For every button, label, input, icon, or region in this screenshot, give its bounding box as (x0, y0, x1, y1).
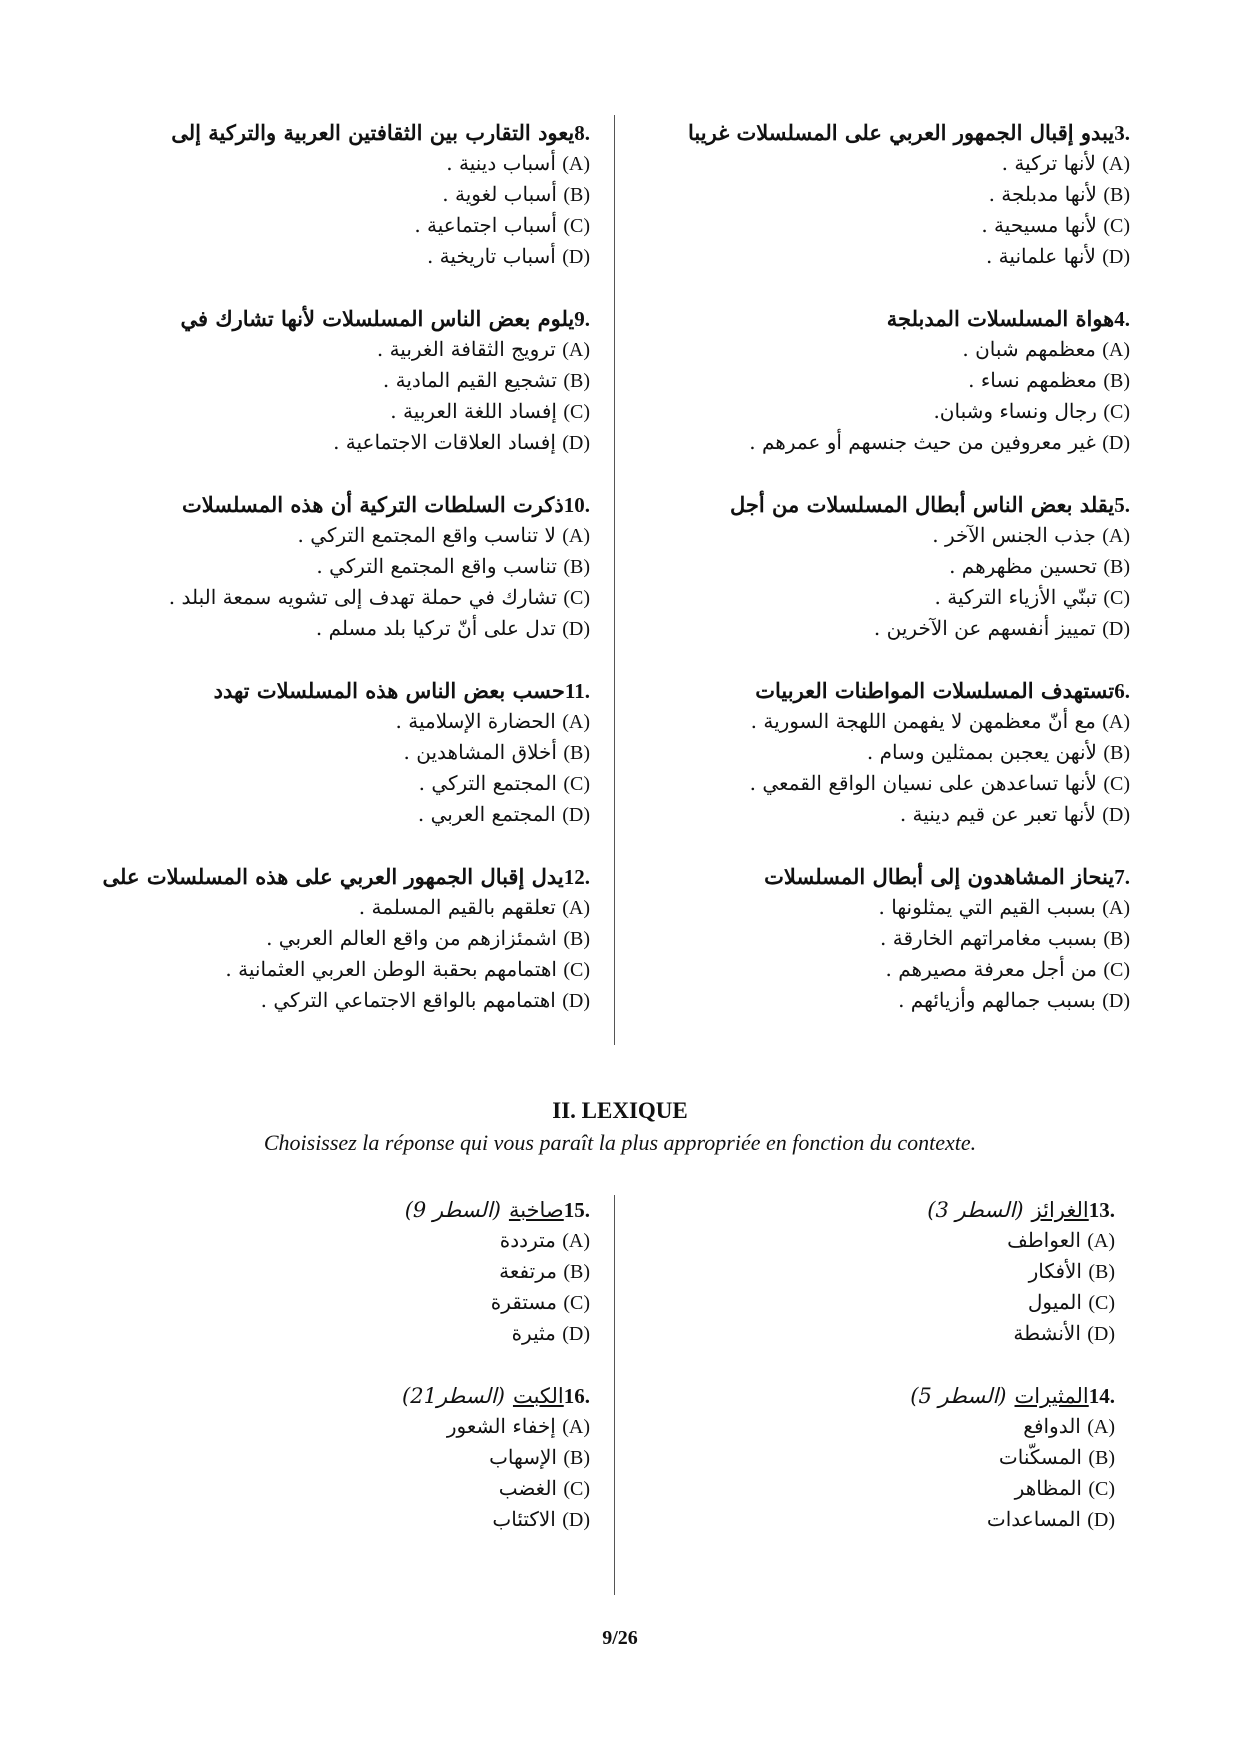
column-divider-bottom (614, 1195, 615, 1595)
option-a: (A) مترددة (499, 1228, 590, 1252)
question-number: 10. (563, 493, 590, 517)
option-c: (C) الميول (1027, 1290, 1115, 1314)
option-a: (A) جذب الجنس الآخر . (932, 523, 1130, 547)
section-instruction: Choisissez la réponse qui vous paraît la plus appropriée en fonction du contexte. (263, 1130, 977, 1155)
lexique-left-column (140, 1195, 590, 1567)
option-d: (D) اهتمامهم بالواقع الاجتماعي التركي . (260, 988, 590, 1012)
line-reference: (السطر21) (402, 1384, 505, 1408)
option-b: (B) لأنها مدبلجة . (988, 182, 1130, 206)
option-c: (C) لأنها مسيحية . (981, 213, 1130, 237)
questions-right-column (630, 118, 1130, 1048)
option-b: (B) اشمئزازهم من واقع العالم العربي . (266, 926, 590, 950)
option-b: (B) أسباب لغوية . (442, 182, 590, 206)
questions-left-column (90, 118, 590, 1048)
option-c: (C) إفساد اللغة العربية . (390, 399, 590, 423)
option-c: (C) مستقرة (490, 1290, 590, 1314)
question-9 (90, 304, 590, 458)
option-d: (D) الأنشطة (1013, 1321, 1115, 1345)
option-a: (A) لأنها تركية . (1001, 151, 1130, 175)
question-text: يعود التقارب بين الثقافتين العربية والتركية إلى (171, 120, 575, 145)
section-title: II. LEXIQUE (552, 1098, 688, 1123)
option-b: (B) تحسين مظهرهم . (949, 554, 1130, 578)
option-c: (C) تشارك في حملة تهدف إلى تشويه سمعة البلد . (168, 585, 590, 609)
question-16: 16.الكبت(السطر21) (A) إخفاء الشعور (B) الإسهاب (C) الغضب (D) الاكتئاب (140, 1381, 590, 1535)
question-10 (90, 490, 590, 644)
target-word: صاخبة (508, 1198, 564, 1222)
option-b: (B) المسكّنات (998, 1445, 1115, 1469)
question-text: يلوم بعض الناس المسلسلات لأنها تشارك في (180, 306, 575, 331)
option-d: (D) غير معروفين من حيث جنسهم أو عمرهم . (749, 430, 1130, 454)
option-a: (A) تعلقهم بالقيم المسلمة . (358, 895, 590, 919)
option-b: (B) مرتفعة (499, 1259, 590, 1283)
question-number: 6. (1114, 679, 1130, 703)
question-text: ينحاز المشاهدون إلى أبطال المسلسلات (764, 864, 1115, 889)
question-text: يبدو إقبال الجمهور العربي على المسلسلات غريبا (688, 120, 1115, 145)
option-d: (D) إفساد العلاقات الاجتماعية . (333, 430, 590, 454)
question-4 (630, 304, 1130, 458)
option-b: (B) لأنهن يعجبن بممثلين وسام . (866, 740, 1130, 764)
option-b: (B) بسبب مغامراتهم الخارقة . (880, 926, 1130, 950)
lexique-right-column (665, 1195, 1115, 1567)
question-14: 14.المثيرات(السطر 5) (A) الدوافع (B) المسكّنات (C) المظاهر (D) المساعدات (665, 1381, 1115, 1535)
question-number: 11. (564, 679, 590, 703)
option-a: (A) العواطف (1007, 1228, 1115, 1252)
question-8 (90, 118, 590, 272)
target-word: المثيرات (1014, 1384, 1089, 1408)
question-number: 5. (1114, 493, 1130, 517)
option-c: (C) رجال ونساء وشبان. (933, 399, 1130, 423)
option-b: (B) الأفكار (1028, 1259, 1115, 1283)
question-number: 4. (1114, 307, 1130, 331)
option-d: (D) أسباب تاريخية . (426, 244, 590, 268)
option-a: (A) معظمهم شبان . (962, 337, 1130, 361)
option-d: (D) لأنها علمانية . (985, 244, 1130, 268)
question-6 (630, 676, 1130, 830)
option-d: (D) المجتمع العربي . (417, 802, 590, 826)
question-text: هواة المسلسلات المدبلجة (886, 306, 1115, 331)
option-c: (C) المجتمع التركي . (418, 771, 590, 795)
question-text: يقلد بعض الناس أبطال المسلسلات من أجل (730, 492, 1115, 517)
option-a: (A) ترويج الثقافة الغربية . (376, 337, 590, 361)
question-number: 8. (574, 121, 590, 145)
option-c: (C) لأنها تساعدهن على نسيان الواقع القمعي . (749, 771, 1130, 795)
option-c: (C) المظاهر (1014, 1476, 1115, 1500)
option-a: (A) أسباب دينية . (446, 151, 590, 175)
question-text: حسب بعض الناس هذه المسلسلات تهدد (213, 678, 565, 703)
option-b: (B) معظمهم نساء . (968, 368, 1130, 392)
option-a: (A) بسبب القيم التي يمثلونها . (878, 895, 1130, 919)
option-b: (B) تناسب واقع المجتمع التركي . (316, 554, 590, 578)
target-word: الغرائز (1031, 1198, 1089, 1222)
option-a: (A) مع أنّ معظمهن لا يفهمن اللهجة السورية . (750, 709, 1130, 733)
line-reference: (السطر 5) (910, 1384, 1007, 1408)
column-divider-top (614, 115, 615, 1045)
question-13: 13.الغرائز(السطر 3) (A) العواطف (B) الأفكار (C) الميول (D) الأنشطة (665, 1195, 1115, 1349)
question-number: 9. (574, 307, 590, 331)
option-c: (C) اهتمامهم بحقبة الوطن العربي العثمانية . (225, 957, 590, 981)
option-d: (D) تمييز أنفسهم عن الآخرين . (873, 616, 1130, 640)
option-b: (B) تشجيع القيم المادية . (382, 368, 590, 392)
option-a: (A) إخفاء الشعور (446, 1414, 590, 1438)
option-b: (B) الإسهاب (489, 1445, 590, 1469)
line-reference: (السطر 9) (404, 1198, 501, 1222)
option-a: (A) لا تناسب واقع المجتمع التركي . (297, 523, 590, 547)
question-number: 12. (563, 865, 590, 889)
question-3 (630, 118, 1130, 272)
page-number: 9/26 (602, 1627, 638, 1649)
option-b: (B) أخلاق المشاهدين . (403, 740, 590, 764)
option-c: (C) تبنّي الأزياء التركية . (934, 585, 1130, 609)
line-reference: (السطر 3) (927, 1198, 1024, 1222)
option-a: (A) الدوافع (1023, 1414, 1115, 1438)
question-7 (630, 862, 1130, 1016)
option-d: (D) لأنها تعبر عن قيم دينية . (899, 802, 1130, 826)
question-number: 3. (1114, 121, 1130, 145)
option-d: (D) بسبب جمالهم وأزيائهم . (898, 988, 1130, 1012)
option-d: (D) تدل على أنّ تركيا بلد مسلم . (315, 616, 590, 640)
question-5 (630, 490, 1130, 644)
option-c: (C) الغضب (498, 1476, 590, 1500)
target-word: الكبت (512, 1384, 564, 1408)
question-15: 15.صاخبة(السطر 9) (A) مترددة (B) مرتفعة (C) مستقرة (D) مثيرة (140, 1195, 590, 1349)
question-number: 7. (1114, 865, 1130, 889)
question-12 (90, 862, 590, 1016)
question-text: ذكرت السلطات التركية أن هذه المسلسلات (181, 492, 564, 517)
question-text: تستهدف المسلسلات المواطنات العربيات (755, 678, 1115, 703)
question-text: يدل إقبال الجمهور العربي على هذه المسلسلات على (102, 864, 564, 889)
option-d: (D) المساعدات (986, 1507, 1115, 1531)
question-11 (90, 676, 590, 830)
option-c: (C) أسباب اجتماعية . (414, 213, 590, 237)
option-d: (D) مثيرة (511, 1321, 590, 1345)
option-a: (A) الحضارة الإسلامية . (395, 709, 590, 733)
option-c: (C) من أجل معرفة مصيرهم . (885, 957, 1130, 981)
option-d: (D) الاكتئاب (492, 1507, 590, 1531)
